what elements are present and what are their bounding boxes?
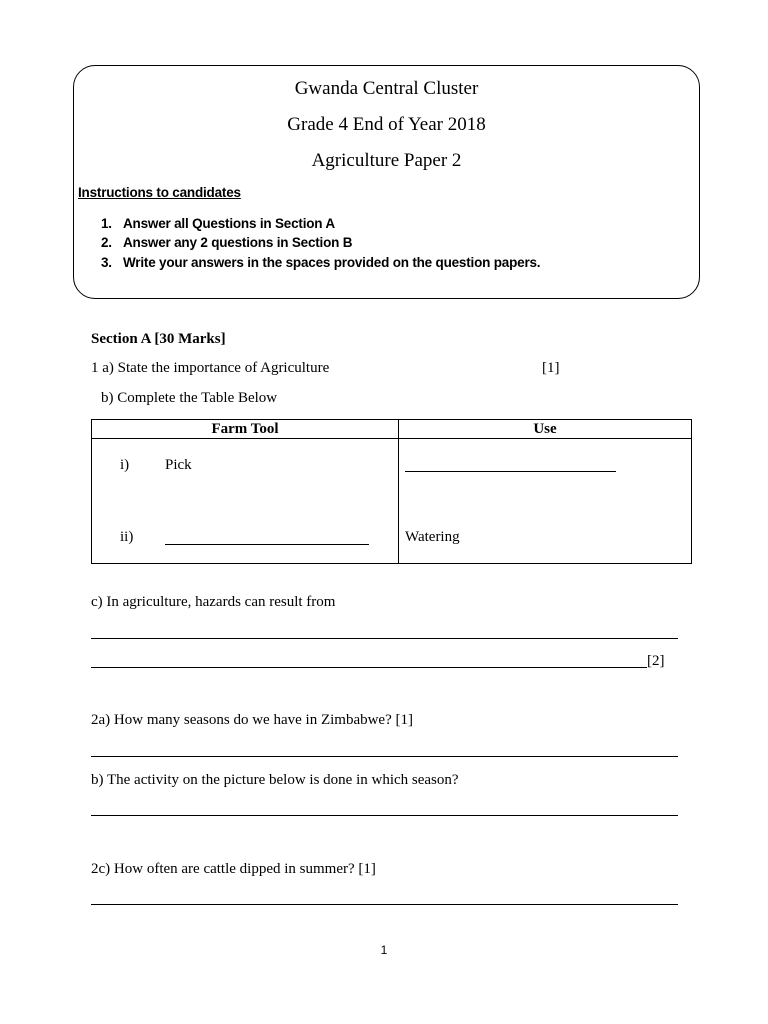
answer-line[interactable] [91, 756, 678, 757]
table-header-use: Use [399, 420, 692, 439]
answer-line[interactable] [91, 638, 678, 639]
question-1c: c) In agriculture, hazards can result from [91, 594, 336, 610]
tool-name: Pick [165, 457, 192, 473]
instruction-number: 2. [101, 235, 112, 250]
exam-title: Grade 4 End of Year 2018 [287, 114, 486, 135]
instruction-text: Answer any 2 questions in Section B [123, 235, 353, 250]
question-2a: 2a) How many seasons do we have in Zimbabwe? [1] [91, 712, 413, 728]
tool-column [92, 439, 399, 564]
question-1c-marks: [2] [647, 653, 665, 669]
use-answer-line[interactable] [405, 471, 616, 472]
question-2c: 2c) How often are cattle dipped in summer? [1] [91, 861, 376, 877]
table-header-tool: Farm Tool [92, 420, 399, 439]
instruction-number: 3. [101, 255, 112, 270]
question-1a: 1 a) State the importance of Agriculture [91, 360, 330, 376]
cluster-title: Gwanda Central Cluster [294, 78, 479, 99]
question-1b: b) Complete the Table Below [101, 390, 278, 406]
use-text: Watering [405, 529, 460, 545]
farm-tool-table [91, 419, 692, 564]
row-number: ii) [120, 529, 134, 545]
answer-line[interactable] [91, 667, 647, 668]
answer-line[interactable] [91, 815, 678, 816]
section-a-title: Section A [30 Marks] [91, 331, 226, 347]
tool-answer-line[interactable] [165, 544, 369, 545]
page-number: 1 [380, 943, 388, 957]
paper-title: Agriculture Paper 2 [311, 150, 462, 171]
question-1a-marks: [1] [542, 360, 560, 376]
instruction-text: Write your answers in the spaces provided on the question papers. [123, 255, 541, 270]
instructions-title: Instructions to candidates [78, 185, 241, 200]
question-2b: b) The activity on the picture below is done in which season? [91, 772, 459, 788]
instruction-text: Answer all Questions in Section A [123, 216, 335, 231]
row-number: i) [120, 457, 130, 473]
answer-line[interactable] [91, 904, 678, 905]
use-column [399, 439, 692, 564]
instruction-number: 1. [101, 216, 112, 231]
